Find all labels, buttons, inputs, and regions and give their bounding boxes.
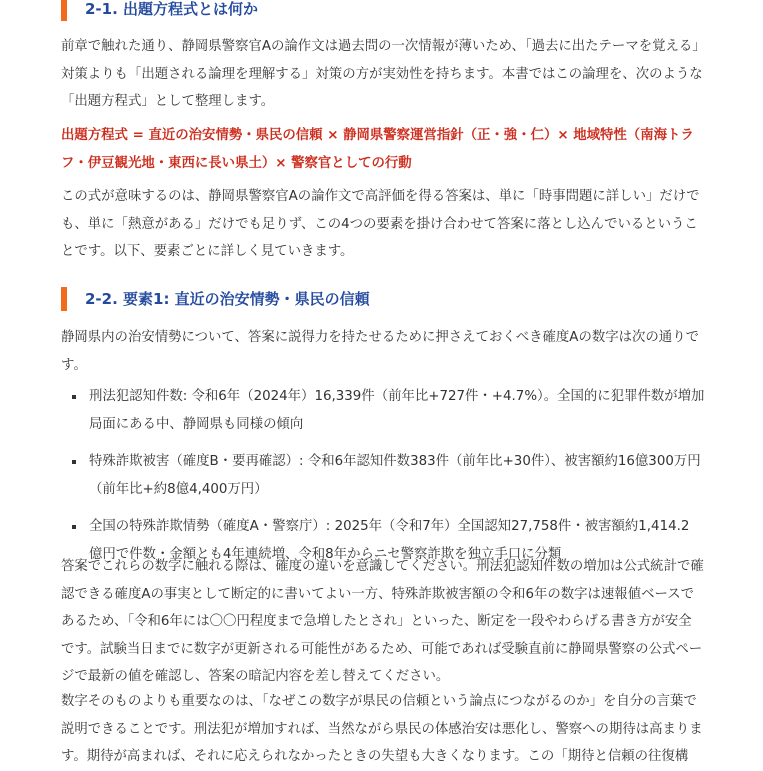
paragraph-crime-intro [61,324,716,379]
list-item [61,383,721,438]
bullet-icon [72,460,76,464]
text-line: 刑法犯認知件数: 令和6年（2024年）16,339件（前年比+727件・+4.7%）。全国的に犯罪件数が増加 [89,389,705,404]
text-line: この式が意味するのは、静岡県警察官Aの論作文で高評価を得る答案は、単に「時事問題に詳しい」だけで [61,189,700,204]
text-line: あるため、「令和6年には〇〇円程度まで急増したとされ」といった、断定を一段やわらげる書き方が安全 [61,614,692,629]
text-line: ジで最新の値を確認し、答案の暗記内容を差し替えてください。 [61,669,450,684]
section-heading-2-1: 2-1. 出題方程式とは何か [61,0,258,21]
text-line: す。期待が高まれば、それに応えられなかったときの失望も大きくなります。この「期待と信頼の往復構 [61,749,689,764]
text-line: す。 [61,357,87,373]
paragraph-trust-logic [61,688,716,771]
text-line: 対策よりも「出題される論理を理解する」対策の方が実効性を持ちます。本書ではこの論理を、次のような [61,66,703,82]
text-line: 特殊詐欺被害（確度B・要再確認）: 令和6年認知件数383件（前年比+30件）、被害額約16億300万円 [89,454,701,469]
formula-statement [61,122,716,177]
text-line: （前年比+約8億4,400万円） [89,481,268,497]
text-line: 答案でこれらの数字に触れる際は、確度の違いを意識してください。刑法犯認知件数の増加は公式統計で確 [61,559,704,574]
text-line: も、単に「熱意がある」だけでも足りず、この4つの要素を掛け合わせて答案に落とし込んでいるというこ [61,216,698,232]
statistics-list [61,383,721,578]
paragraph-accuracy-note [61,553,716,691]
text-line: とです。以下、要素ごとに詳しく見ていきます。 [61,244,354,259]
text-line: 前章で触れた通り、静岡県警察官Aの論作文は過去問の一次情報が薄いため、「過去に出たテーマを覚える」 [61,39,706,54]
section-heading-2-2: 2-2. 要素1: 直近の治安情勢・県民の信頼 [61,287,370,311]
text-line: 説明できることです。刑法犯が増加すれば、当然ながら県民の体感治安は悪化し、警察への期待は高まりま [61,721,703,737]
bullet-icon [72,395,76,399]
text-line: 出題方程式 = 直近の治安情勢・県民の信頼 × 静岡県警察運営指針（正・強・仁）× 地域特性（南海トラ [61,128,694,143]
text-line: 局面にある中、静岡県も同様の傾向 [89,416,304,432]
paragraph-intro [61,33,716,116]
text-line: 静岡県内の治安情勢について、答案に説得力を持たせるために押さえておくべき確度Aの数字は次の通りで [61,330,699,345]
paragraph-formula-meaning [61,183,716,266]
list-item [61,448,721,503]
text-line: 認できる確度Aの事実として断定的に書いてよい一方、特殊詐欺被害額の令和6年の数字は速報値ベースで [61,586,694,602]
text-line: 数字そのものよりも重要なのは、「なぜこの数字が県民の信頼という論点につながるのか」を自分の言葉で [61,694,697,709]
text-line: 億円で件数・金額とも4年連続増、令和8年からニセ警察詐欺を独立手口に分類 [89,546,562,562]
text-line: です。試験当日までに数字が更新される可能性があるため、可能であれば受験直前に静岡県警察の公式ペー [61,641,703,657]
text-line: 全国の特殊詐欺情勢（確度A・警察庁）: 2025年（令和7年）全国認知27,758件・被害額約1,414.2 [89,519,690,534]
text-line: 「出題方程式」として整理します。 [61,94,275,109]
text-line: フ・伊豆観光地・東西に長い県土）× 警察官としての行動 [61,155,412,171]
bullet-icon [72,525,76,529]
